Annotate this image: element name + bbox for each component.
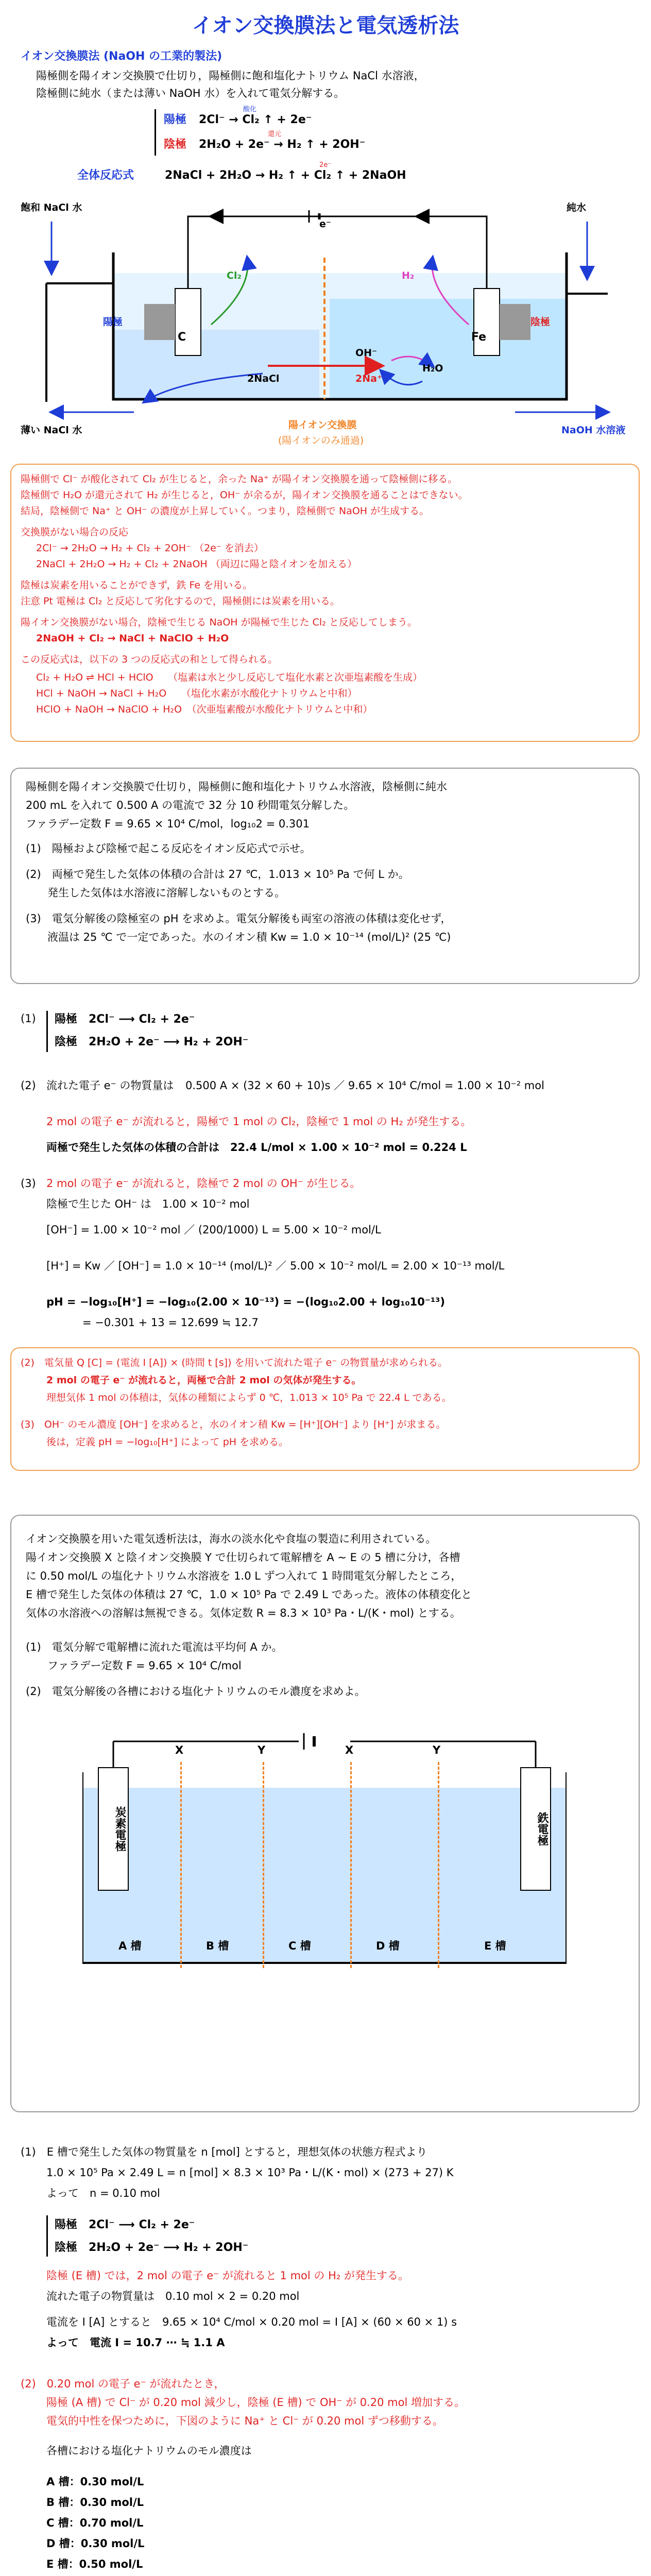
a3-line-4: pH = −log₁₀[H⁺] = −log₁₀(2.00 × 10⁻¹³) = −(log₁₀2.00 + log₁₀10⁻¹³) [46,1296,445,1308]
cathode-label: 陰極 [164,138,187,151]
a2-red: 2 mol の電子 e⁻ が流れると，陽極で 1 mol の Cl₂，陰極で 1 mol の H₂ が発生する。 [46,1115,472,1128]
p2-line-2: 陽イオン交換膜 X と陰イオン交換膜 Y で仕切られて電解槽を A ~ E の 5 槽に分け，各槽 [26,1551,460,1564]
a1-note-4: (3) OH⁻ のモル濃度 [OH⁻] を求めると，水のイオン積 Kw = [H⁺][OH⁻] より [H⁺] が求まる。 [21,1419,446,1430]
membrane-x1 [180,1762,182,1968]
p1-line-7: (3) 電気分解後の陰極室の pH を求めよ。電気分解後も両室の溶液の体積は変化せず， [26,912,452,925]
diagram-out-left: 薄い NaCl 水 [21,425,82,436]
label-x2: X [345,1744,354,1756]
a2-conc-intro: 各槽における塩化ナトリウムのモル濃度は [46,2445,252,2457]
iron-electrode: 鉄電極 [520,1767,551,1891]
note-6: 2NaCl + 2H₂O → H₂ + Cl₂ + 2NaOH （両辺に陽と陰イオンを加える） [36,558,357,570]
p1-line-6: 発生した気体は水溶液に溶解しないものとする。 [26,887,285,899]
note-10: 2NaOH + Cl₂ → NaCl + NaClO + H₂O [36,633,229,644]
diagram-out-right: NaOH 水溶液 [561,425,626,436]
diagram-in-left: 飽和 NaCl 水 [21,202,82,213]
diagram-in-right: 純水 [567,202,587,213]
a2-brace [46,2215,48,2257]
note-11: この反応式は，以下の 3 つの反応式の和として得られる。 [21,654,278,665]
result-e: E 槽：0.50 mol/L [46,2558,143,2570]
membrane-sub: (陽イオンのみ通過) [278,435,364,446]
label-y2: Y [433,1744,441,1756]
result-c: C 槽：0.70 mol/L [46,2517,144,2529]
a1-note-3: 理想気体 1 mol の体積は，気体の種類によらず 0 ℃，1.013 × 10⁵ Pa で 22.4 L である。 [46,1392,452,1403]
anode-eq: 2Cl⁻ → Cl₂ ↑ + 2e⁻ [199,113,312,126]
a2-bold: 両極で発生した気体の体積の合計は 22.4 L/mol × 1.00 × 10⁻² mol = 0.224 L [46,1141,467,1154]
diagram-cathode: 陰極 [530,316,551,328]
a2-line-4: 流れた電子の物質量は 0.10 mol × 2 = 0.20 mol [46,2290,300,2302]
a1-note-1: (2) 電気量 Q [C] = (電流 I [A]) × (時間 t [s]) を用いて流れた電子 e⁻ の物質量が求められる。 [21,1357,448,1368]
a1-brace [46,1011,48,1052]
p1-line-2: 200 mL を入れて 0.500 A の電流で 32 分 10 秒間電気分解した。 [26,799,355,811]
a2-red: 陰極 (E 槽) では，2 mol の電子 e⁻ が流れると 1 mol の H₂ が発生する。 [46,2269,409,2282]
membrane-x2 [350,1762,352,1968]
nacl-label: 2NaCl [247,373,280,384]
a2-red-2: 陽極 (A 槽) で Cl⁻ が 0.20 mol 減少し，陰極 (E 槽) で OH⁻ が 0.20 mol 増加する。 [46,2396,465,2409]
a2-line-5: 電流を I [A] とすると 9.65 × 10⁴ C/mol × 0.20 mol = I [A] × (60 × 60 × 1) s [46,2316,457,2328]
p2-line-8: (2) 電気分解後の各槽における塩化ナトリウムのモル濃度を求めよ。 [26,1685,366,1698]
intro-line-2: 陰極側に純水（または薄い NaOH 水）を入れて電気分解する。 [36,87,345,99]
total-label: 全体反応式 [77,169,134,182]
na-label: 2Na⁺ [355,373,382,384]
h2-label: H₂ [402,270,415,281]
anode-label: 陽極 [164,113,187,126]
p2-line-6: (1) 電気分解で電解槽に流れた電流は平均何 A か。 [26,1641,283,1653]
intro-line-1: 陽極側を陽イオン交換膜で仕切り，陽極側に飽和塩化ナトリウム NaCl 水溶液， [36,70,425,82]
note-14: HClO + NaOH → NaClO + H₂O （次亜塩素酸が水酸化ナトリウムと中和） [36,704,373,715]
p1-line-5: (2) 両極で発生した気体の体積の合計は 27 ℃，1.013 × 10⁵ Pa で何 L か。 [26,868,409,880]
electron-note: 2e⁻ [319,161,332,169]
p2-line-1: イオン交換膜を用いた電気透析法は，海水の淡水化や食塩の製造に利用されている。 [26,1533,437,1545]
h2o-label: H₂O [422,363,443,374]
tank-d: D 槽 [376,1940,400,1952]
result-b: B 槽：0.30 mol/L [46,2496,144,2509]
a3-red: 2 mol の電子 e⁻ が流れると，陰極で 2 mol の OH⁻ が生じる。 [46,1177,361,1190]
equation-brace [155,109,156,156]
a2-red-1: (2) 0.20 mol の電子 e⁻ が流れたとき， [21,2378,225,2390]
oxidation-note: 酸化 [243,106,257,113]
tank-b: B 槽 [206,1940,229,1952]
membrane-y2 [438,1762,439,1968]
note-12: Cl₂ + H₂O ⇌ HCl + HClO （塩素は水と少し反応して塩化水素と次亜塩素酸を生成） [36,672,423,683]
note-3: 結局，陰極側で Na⁺ と OH⁻ の濃度が上昇していく。つまり，陰極側で NaOH が生成する。 [21,505,430,517]
membrane-label: 陽イオン交換膜 [288,419,357,431]
a1-label: (1) [21,1012,36,1025]
p1-line-3: ファラデー定数 F = 9.65 × 10⁴ C/mol，log₁₀2 = 0.301 [26,818,310,830]
a3-label: (3) [21,1177,36,1190]
a2-text: 流れた電子 e⁻ の物質量は [46,1079,174,1092]
a2-label: (2) [21,1079,36,1092]
a2-line-6: よって 電流 I = 10.7 ⋯ ≒ 1.1 A [46,2336,225,2349]
a2-line-2: 1.0 × 10⁵ Pa × 2.49 L = n [mol] × 8.3 × 10³ Pa・L/(K・mol) × (273 + 27) K [46,2166,454,2179]
carbon-electrode: 炭素電極 [98,1767,129,1891]
p1-line-4: (1) 陽極および陰極で起こる反応をイオン反応式で示せ。 [26,842,311,855]
membrane-y1 [263,1762,264,1968]
page-title: イオン交換膜法と電気透析法 [192,14,459,38]
note-5: 2Cl⁻ → 2H₂O → H₂ + Cl₂ + 2OH⁻ （2e⁻ を消去） [36,543,264,554]
diagram-anode: 陽極 [103,316,123,328]
cl2-label: Cl₂ [227,270,242,281]
a2-calc: 0.500 A × (32 × 60 + 10)s ／ 9.65 × 10⁴ C/mol = 1.00 × 10⁻² mol [185,1079,544,1092]
a2-line-3: よって n = 0.10 mol [46,2187,160,2199]
note-8: 注意 Pt 電極は Cl₂ と反応して劣化するので，陽極側には炭素を用いる。 [21,596,340,607]
electrode-fe: Fe [471,331,487,344]
a2-line-1: (1) E 槽で発生した気体の物質量を n [mol] とすると，理想気体の状態方程式より [21,2146,427,2158]
p2-line-5: 気体の水溶液への溶解は無視できる。気体定数 R = 8.3 × 10³ Pa・L/(K・mol) とする。 [26,1607,461,1619]
electrode-c: C [178,331,186,344]
note-13: HCl + NaOH → NaCl + H₂O （塩化水素が水酸化ナトリウムと中和） [36,688,357,699]
total-eq: 2NaCl + 2H₂O → H₂ ↑ + Cl₂ ↑ + 2NaOH [165,169,406,182]
cathode-eq: 2H₂O + 2e⁻ → H₂ ↑ + 2OH⁻ [199,138,366,151]
a1-note-5: 後は，定義 pH = −log₁₀[H⁺] によって pH を求める。 [46,1436,289,1448]
p2-line-4: E 槽で発生した気体の体積は 27 ℃，1.0 × 10⁵ Pa で 2.49 L であった。液体の体積変化と [26,1588,472,1601]
a1-cathode: 陰極 2H₂O + 2e⁻ ⟶ H₂ + 2OH⁻ [55,1036,249,1048]
oh-label: OH⁻ [355,347,378,359]
label-y1: Y [258,1744,266,1756]
note-7: 陰極は炭素を用いることができず，鉄 Fe を用いる。 [21,580,253,591]
tank-c: C 槽 [288,1940,311,1952]
tank-a: A 槽 [118,1940,142,1952]
note-9: 陽イオン交換膜がない場合，陰極で生じる NaOH が陽極で生じた Cl₂ と反応してしまう。 [21,617,417,628]
p1-line-8: 液温は 25 ℃ で一定であった。水のイオン積 Kw = 1.0 × 10⁻¹⁴ (mol/L)² (25 ℃) [26,931,451,943]
a3-line-3: [H⁺] = Kw ／ [OH⁻] = 1.0 × 10⁻¹⁴ (mol/L)² ／ 5.00 × 10⁻² mol/L = 2.00 × 10⁻¹³ mol/L [46,1260,505,1272]
a3-line-1: 陰極で生じた OH⁻ は 1.00 × 10⁻² mol [46,1198,250,1210]
reduction-note: 還元 [268,130,282,138]
tank-e: E 槽 [484,1940,506,1952]
note-4: 交換膜がない場合の反応 [21,527,129,538]
p2-line-3: に 0.50 mol/L の塩化ナトリウム水溶液を 1.0 L ずつ入れて 1 時間電気分解したところ， [26,1570,462,1582]
result-a: A 槽：0.30 mol/L [46,2476,144,2488]
note-2: 陰極側で H₂O が還元されて H₂ が生じると，OH⁻ が余るが，陽イオン交換膜を通ることはできない。 [21,489,468,501]
a2-anode: 陽極 2Cl⁻ ⟶ Cl₂ + 2e⁻ [55,2218,195,2231]
label-x1: X [175,1744,184,1756]
a2-red-3: 電気的中性を保つために，下図のように Na⁺ と Cl⁻ が 0.20 mol ずつ移動する。 [46,2415,443,2427]
note-1: 陽極側で Cl⁻ が酸化されて Cl₂ が生じると，余った Na⁺ が陽イオン交換膜を通って陰極側に移る。 [21,473,458,485]
a1-anode: 陽極 2Cl⁻ ⟶ Cl₂ + 2e⁻ [55,1013,195,1026]
a3-line-2: [OH⁻] = 1.00 × 10⁻² mol ／ (200/1000) L = 5.00 × 10⁻² mol/L [46,1224,381,1236]
electron-label: e⁻ [319,218,331,230]
a3-line-5: = −0.301 + 13 = 12.699 ≒ 12.7 [82,1316,259,1329]
section1-heading: イオン交換膜法 (NaOH の工業的製法) [21,50,222,63]
result-d: D 槽：0.30 mol/L [46,2537,145,2550]
p2-line-7: ファラデー定数 F = 9.65 × 10⁴ C/mol [26,1659,242,1672]
p1-line-1: 陽極側を陽イオン交換膜で仕切り，陽極側に飽和塩化ナトリウム水溶液，陰極側に純水 [26,781,448,793]
a2-cathode: 陰極 2H₂O + 2e⁻ ⟶ H₂ + 2OH⁻ [55,2241,249,2254]
a1-note-2: 2 mol の電子 e⁻ が流れると，両極で合計 2 mol の気体が発生する。 [46,1375,362,1386]
